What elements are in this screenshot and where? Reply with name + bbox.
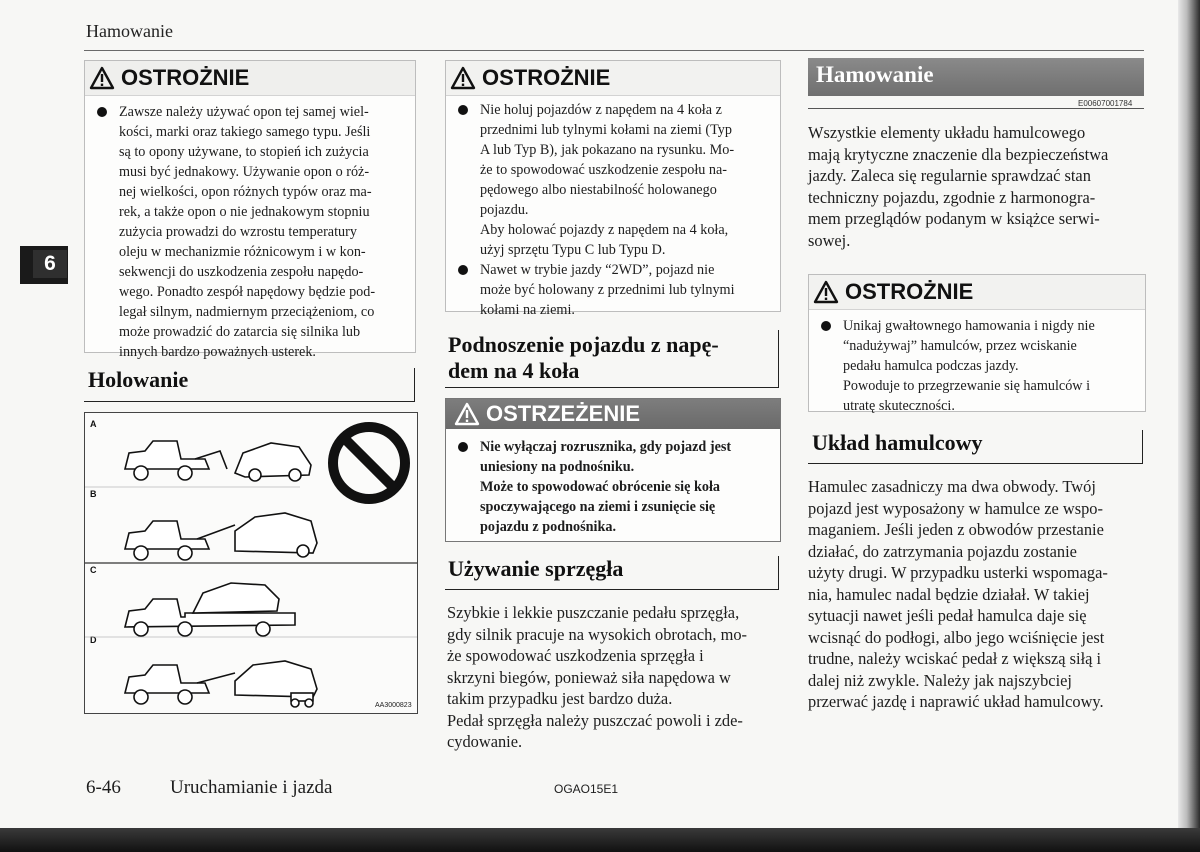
bullet-dot-icon: [458, 265, 468, 275]
body-line: Szybkie i lekkie puszczanie pedału sprzęgła,: [447, 603, 740, 622]
section-bar-rule: [808, 108, 1144, 109]
section-bar-title: Hamowanie: [816, 62, 934, 87]
body-line: mem przeglądów podanym w książce serwi-: [808, 209, 1100, 228]
caution-line: “nadużywaj” hamulców, przez wciskanie: [843, 338, 1077, 354]
warning-triangle-icon: [813, 280, 839, 304]
clutch-paragraph: [447, 602, 779, 753]
warning-line: Nie wyłączaj rozrusznika, gdy pojazd jest: [480, 439, 732, 455]
footer-chapter-title: Uruchamianie i jazda: [170, 777, 333, 798]
section-code: E00607001784: [1078, 99, 1133, 108]
caution-line: utratę skuteczności.: [843, 398, 955, 414]
body-line: sytuacji nawet jeśli pedał hamulca daje się: [808, 606, 1087, 625]
caution-bullet: [85, 102, 415, 362]
body-line: Hamulec zasadniczy ma dwa obwody. Twój: [808, 477, 1096, 496]
body-line: gdy silnik pracuje na wysokich obrotach, mo-: [447, 624, 747, 644]
caution-line: innych bardzo poważnych usterek.: [119, 344, 316, 360]
bullet-dot-icon: [458, 105, 468, 115]
page-number: 6-46: [86, 777, 121, 798]
warning-line: spoczywającego na ziemi i zsunięcie się: [480, 499, 716, 515]
warning-line: Może to spowodować obrócenie się koła: [480, 479, 720, 495]
bullet-dot-icon: [458, 442, 468, 452]
body-line: pojazd jest wyposażony w hamulce ze wspo-: [808, 498, 1103, 518]
body-line: trudne, należy wciskać pedał z większą siłą i: [808, 649, 1102, 668]
caution-line: Nawet w trybie jazdy “2WD”, pojazd nie: [480, 262, 715, 278]
section-rule: [414, 368, 415, 402]
caution-box-braking: [808, 274, 1146, 412]
caution-line: rek, a także opon o nie jednakowym stopniu: [119, 204, 370, 220]
caution-title: OSTROŻNIE: [121, 65, 250, 90]
body-line: takim przypadku jest bardzo duża.: [447, 689, 673, 708]
caution-line: są to opony używane, to stopień ich zużycia: [119, 144, 369, 160]
flatbed-truck-c: [125, 583, 295, 636]
caution-line: przednimi lub tylnymi kołami na ziemi (Typ: [480, 122, 732, 138]
body-line: wcisnąć do podłogi, albo jego wciśnięcie jest: [808, 627, 1105, 647]
caution-line: musi być jednakowy. Używanie opon o róż-: [119, 164, 370, 180]
figure-label-a: A: [90, 419, 97, 429]
caution-note: [809, 376, 1145, 416]
caution-box-tires: [84, 60, 416, 360]
warning-triangle-icon: [454, 402, 480, 426]
body-line: maganiem. Jeśli jeden z obwodów przestanie: [808, 520, 1104, 539]
body-line: Pedał sprzęgła należy puszczać powoli i zde-: [447, 710, 743, 730]
footer-code: OGAO15E1: [554, 782, 619, 796]
section-rule: [445, 387, 779, 388]
tow-truck-b: [125, 513, 317, 560]
caution-line: użyj sprzętu Typu C lub Typu D.: [480, 242, 666, 258]
body-line: użyty drugi. W przypadku usterki wspomaga-: [808, 563, 1108, 582]
section-title-podnoszenie: [448, 332, 719, 384]
body-line: że spowodować uszkodzenia sprzęgła i: [447, 646, 704, 665]
caution-line: Unikaj gwałtownego hamowania i nigdy nie: [843, 318, 1095, 334]
caution-line: Zawsze należy używać opon tej samej wiel-: [119, 104, 369, 120]
body-line: Wszystkie elementy układu hamulcowego: [808, 123, 1086, 142]
body-line: mają krytyczne znaczenie dla bezpieczeństwa: [808, 144, 1109, 164]
caution-line: Aby holować pojazdy z napędem na 4 koła,: [480, 222, 729, 238]
body-line: jazdy. Zaleca się regularnie sprawdzać stan: [808, 166, 1091, 185]
caution-bullet: [446, 260, 780, 320]
bullet-dot-icon: [821, 321, 831, 331]
warning-box-jack: [445, 398, 781, 542]
figure-code: AA3000823: [375, 702, 412, 709]
caution-line: zużycia prowadzi do wzrostu temperatury: [119, 224, 357, 240]
body-line: nia, hamulec nadal będzie działał. W takiej: [808, 584, 1090, 604]
section-rule: [1142, 430, 1143, 464]
caution-line: sekwencji do uszkodzenia zespołu napędo-: [119, 264, 364, 280]
body-line: dalej niż zwykle. Należy jak najszybciej: [808, 670, 1072, 690]
caution-bullet: [446, 100, 780, 220]
caution-line: nej wielkości, opon różnych typów oraz ma-: [119, 184, 372, 200]
warning-triangle-icon: [89, 66, 115, 90]
chapter-tab-number: 6: [33, 250, 67, 278]
running-header: Hamowanie: [86, 21, 173, 41]
body-line: techniczny pojazdu, zgodnie z harmonogra-: [808, 187, 1096, 207]
section-title-sprzeglo: Używanie sprzęgła: [448, 556, 624, 581]
dolly-tow-d: [125, 661, 317, 707]
caution-title: OSTROŻNIE: [482, 65, 611, 90]
caution-line: wego. Ponadto zespół napędowy będzie pod-: [119, 284, 376, 300]
warning-title: OSTRZEŻENIE: [486, 401, 641, 426]
caution-line: legał silnym, nadmiernym przeciążeniom, co: [119, 304, 375, 320]
header-rule: [84, 50, 1144, 51]
towing-illustration: [85, 413, 417, 713]
figure-label-c: C: [90, 565, 97, 575]
section-title-uklad-hamulcowy: Układ hamulcowy: [812, 430, 983, 455]
caution-line: A lub Typ B), jak pokazano na rysunku. Mo-: [480, 142, 735, 158]
caution-line: kości, marki oraz takiego samego typu. Jeśli: [119, 124, 371, 140]
section-rule: [778, 330, 779, 388]
brakes-intro: [808, 122, 1144, 251]
caution-line: pędowego albo niestabilność holowanego: [480, 182, 717, 198]
body-line: sowej.: [808, 230, 851, 250]
section-rule: [84, 401, 415, 402]
prohibited-icon: [333, 427, 405, 499]
body-line: skrzyni biegów, ponieważ siła napędowa w: [447, 667, 731, 687]
body-line: cydowanie.: [447, 732, 523, 751]
section-title-line: dem na 4 koła: [448, 358, 580, 383]
caution-line: Nie holuj pojazdów z napędem na 4 koła z: [480, 102, 722, 118]
section-rule: [778, 556, 779, 590]
caution-title: OSTROŻNIE: [845, 279, 974, 304]
tow-truck-a: [125, 441, 311, 481]
caution-line: może być holowany z przednimi lub tylnymi: [480, 282, 735, 298]
caution-line: że to spowodować uszkodzenie zespołu na-: [480, 162, 728, 178]
warning-line: uniesiony na podnośniku.: [480, 459, 635, 475]
page-edge-shadow: [1178, 0, 1200, 852]
caution-note: [446, 220, 780, 260]
caution-line: kołami na ziemi.: [480, 302, 575, 318]
caution-line: Powoduje to przegrzewanie się hamulców i: [843, 378, 1091, 394]
section-rule: [808, 463, 1143, 464]
caution-box-towing: [445, 60, 781, 318]
section-rule: [445, 589, 779, 590]
caution-line: pedału hamulca podczas jazdy.: [843, 358, 1019, 374]
caution-line: pojazdu.: [480, 202, 529, 218]
caution-line: może prowadzić do zatarcia się silnika lub: [119, 324, 361, 340]
page-bottom-band: [0, 828, 1200, 852]
body-line: przerwać jazdę i naprawić układ hamulcowy.: [808, 692, 1104, 711]
figure-label-b: B: [90, 489, 97, 499]
caution-line: oleju w mechanizmie różnicowym i w kon-: [119, 244, 366, 260]
caution-bullet: [809, 316, 1145, 376]
warning-line: pojazdu z podnośnika.: [480, 519, 617, 535]
towing-figure: [84, 412, 418, 714]
bullet-dot-icon: [97, 107, 107, 117]
section-title-holowanie: Holowanie: [88, 367, 189, 392]
section-title-line: Podnoszenie pojazdu z napę-: [448, 332, 719, 357]
warning-bullet: [446, 437, 780, 537]
body-line: działać, do zatrzymania pojazdu zostanie: [808, 541, 1077, 561]
warning-triangle-icon: [450, 66, 476, 90]
figure-label-d: D: [90, 635, 97, 645]
brake-system-paragraph: [808, 476, 1144, 713]
